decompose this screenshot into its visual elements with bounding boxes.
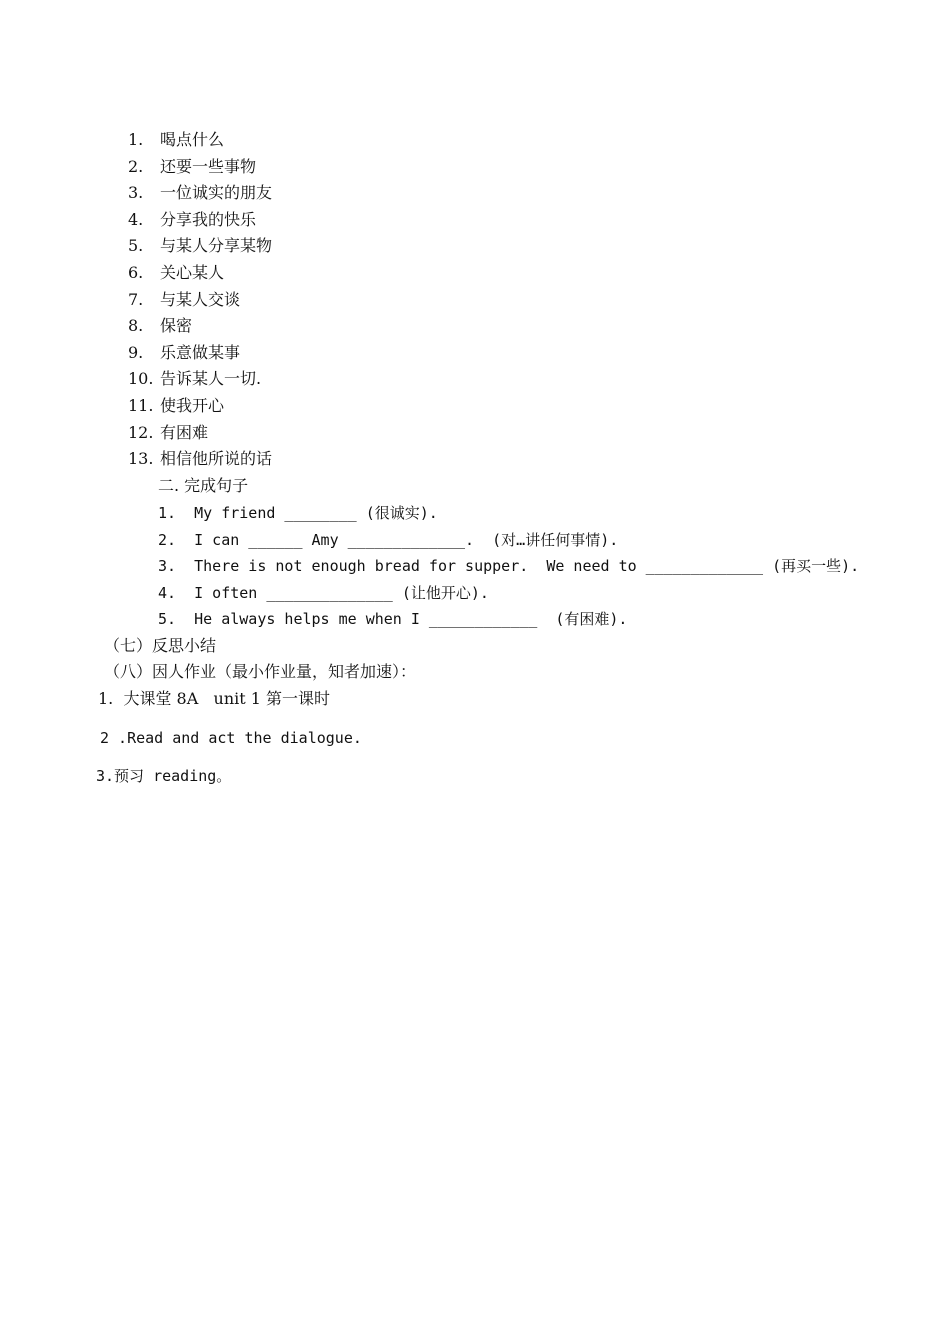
vocab-number: 13. bbox=[128, 449, 154, 469]
vocab-item bbox=[128, 130, 224, 150]
vocab-item bbox=[128, 236, 272, 256]
vocab-item bbox=[128, 449, 272, 469]
section-title-complete-sentences: 二. 完成句子 bbox=[158, 476, 249, 495]
vocab-item bbox=[128, 316, 192, 336]
vocab-number: 4. bbox=[128, 209, 144, 229]
vocab-text: 使我开心 bbox=[160, 396, 225, 415]
vocab-number: 10. bbox=[128, 369, 154, 389]
vocab-text: 乐意做某事 bbox=[160, 342, 241, 362]
vocab-item bbox=[128, 290, 240, 310]
vocab-item bbox=[128, 343, 240, 363]
vocab-text: 与某人交谈 bbox=[160, 289, 241, 309]
vocab-number: 7. bbox=[128, 289, 144, 309]
vocab-number: 5. bbox=[128, 236, 144, 256]
vocab-number: 3. bbox=[128, 183, 144, 203]
homework-item: 3.预习 reading。 bbox=[96, 767, 232, 785]
vocab-text: 保密 bbox=[160, 316, 193, 336]
vocab-number: 9. bbox=[128, 342, 144, 362]
vocab-number: 1. bbox=[128, 130, 144, 149]
vocab-text: 关心某人 bbox=[160, 263, 225, 282]
vocab-number: 12. bbox=[128, 422, 154, 442]
vocab-text: 与某人分享某物 bbox=[160, 236, 273, 256]
vocab-text: 告诉某人一切. bbox=[160, 369, 262, 389]
vocab-number: 8. bbox=[128, 316, 144, 336]
vocab-text: 分享我的快乐 bbox=[160, 209, 257, 229]
sentence-item: 3. There is not enough bread for supper. We need to _____________ (再买一些). bbox=[158, 557, 860, 575]
vocab-item bbox=[128, 263, 224, 283]
section-title-reflection: （七）反思小结 bbox=[104, 636, 217, 655]
sentence-item: 1. My friend ________ (很诚实). bbox=[158, 504, 438, 522]
vocab-item bbox=[128, 396, 224, 416]
vocab-text: 还要一些事物 bbox=[160, 156, 257, 176]
homework-item: 1. 大课堂 8A unit 1 第一课时 bbox=[98, 689, 331, 708]
section-title-homework: （八）因人作业（最小作业量，知者加速）： bbox=[104, 662, 417, 681]
vocab-text: 喝点什么 bbox=[160, 130, 225, 149]
vocab-number: 2. bbox=[128, 156, 144, 176]
sentence-item: 5. He always helps me when I ____________ (有困难). bbox=[158, 610, 628, 628]
vocab-text: 相信他所说的话 bbox=[160, 449, 273, 469]
vocab-text: 一位诚实的朋友 bbox=[160, 183, 273, 203]
vocab-item bbox=[128, 369, 261, 389]
homework-item: 2 .Read and act the dialogue. bbox=[100, 729, 362, 747]
vocab-number: 6. bbox=[128, 263, 144, 282]
vocab-item bbox=[128, 183, 272, 203]
vocab-item bbox=[128, 210, 256, 230]
sentence-item: 4. I often ______________ (让他开心). bbox=[158, 584, 489, 602]
vocab-item bbox=[128, 157, 256, 177]
vocab-number: 11. bbox=[128, 396, 154, 415]
sentence-item: 2. I can ______ Amy _____________. (对…讲任何事情). bbox=[158, 531, 619, 549]
vocab-item bbox=[128, 423, 208, 443]
vocab-text: 有困难 bbox=[160, 422, 209, 442]
